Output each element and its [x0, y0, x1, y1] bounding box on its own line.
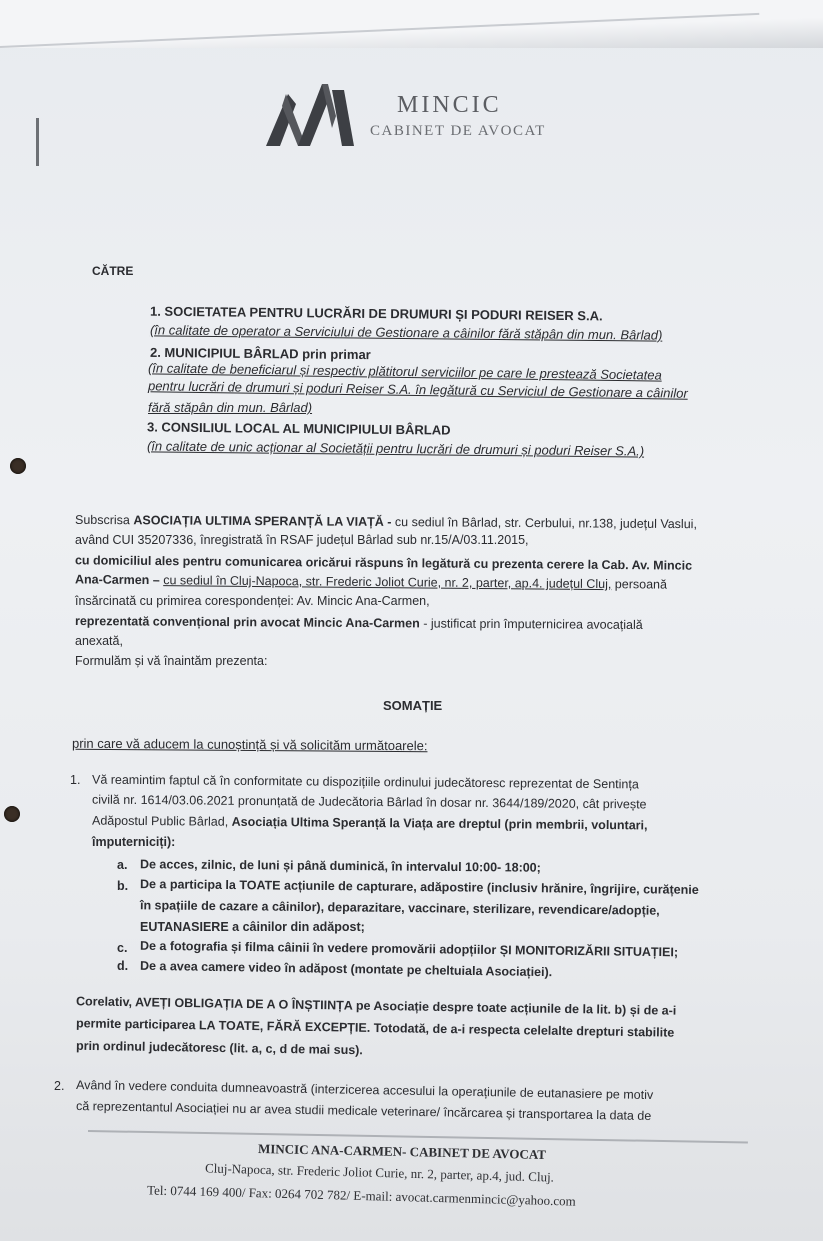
intro-association-name: ASOCIAȚIA ULTIMA SPERANȚĂ LA VIAȚĂ -	[133, 513, 392, 530]
intro-person: persoană	[611, 577, 668, 592]
intro-lawyer-address: cu sediul în Cluj-Napoca, str. Frederic Joliot Curie, nr. 2, parter, ap.4. județul Cluj,	[163, 573, 612, 592]
intro-line-2: având CUI 35207336, înregistrată în RSAF județul Bârlad sub nr.15/A/03.11.2015,	[75, 533, 529, 547]
addressee-2-note-line3: fără stăpân din mun. Bârlad)	[148, 400, 313, 415]
addressee-2-title: 2. MUNICIPIUL BÂRLAD prin primar	[149, 344, 371, 363]
addressee-3-note: (în calitate de unic acționar al Societății pentru lucrări de drumuri și poduri Reiser S.A.)	[146, 438, 645, 459]
point-2-line-1: Având în vedere conduita dumneavoastră (interzicerea accesului la operațiunile de eutanasiere pe motiv	[75, 1077, 654, 1103]
sub-b-line-1: De a participa la TOATE acțiunile de capturare, adăpostire (inclusiv hrănire, îngrijire, curățenie	[139, 877, 699, 897]
intro-line-5: însărcinată cu primirea corespondenței: Av. Mincic Ana-Carmen,	[75, 594, 430, 608]
addressee-1-title: 1. SOCIETATEA PENTRU LUCRĂRI DE DRUMURI ȘI PODURI REISER S.A.	[149, 303, 603, 324]
point-1-shelter: Adăpostul Public Bârlad,	[91, 813, 232, 829]
sub-c-line-1: De a fotografia și filma câinii în vedere promovării adopțiilor ȘI MONITORIZĂRII SITUAȚIEI;	[139, 938, 679, 960]
intro-subscrisa: Subscrisa	[74, 512, 134, 528]
logo-name: MINCIC	[397, 92, 502, 118]
footer-contact: Tel: 0744 169 400/ Fax: 0264 702 782/ E-mail: avocat.carmenmincic@yahoo.com	[146, 1182, 576, 1209]
intro-justified: - justificat prin împuternicirea avocațială	[419, 616, 643, 632]
sub-c-letter: c.	[117, 941, 128, 955]
intro-line-6	[75, 613, 643, 633]
letterhead-logo	[262, 76, 562, 156]
addressee-1-note: (în calitate de operator a Serviciului de Gestionare a câinilor fără stăpân din mun. Bârlad)	[149, 322, 663, 343]
mincic-logo-icon	[262, 76, 362, 154]
intro-line-3: cu domiciliul ales pentru comunicarea oricărui răspuns în legătură cu prezenta cerere la Cab. Av. Mincic	[74, 553, 693, 573]
point-1-line-3	[92, 813, 648, 834]
point-2-number: 2.	[54, 1079, 65, 1093]
sub-b-line-2: în spațiile de cazare a câinilor), deparazitare, vaccinare, sterilizare, revendicare/adopție,	[139, 898, 660, 918]
addressee-2-note-line1: (în calitate de beneficiarul și respectiv plătitorul serviciilor pe care le prestează Societatea	[147, 360, 662, 383]
sub-d-line-1: De a avea camere video în adăpost (montate pe cheltuiala Asociației).	[139, 958, 553, 980]
correlative-line-3: prin ordinul judecătoresc (lit. a, c, d de mai sus).	[75, 1038, 363, 1058]
intro-line-7: anexată,	[75, 634, 123, 648]
punch-hole-top	[10, 458, 26, 474]
point-1-number: 1.	[70, 773, 81, 787]
point-1-line-4: împuterniciți):	[92, 835, 176, 849]
addressee-3-title: 3. CONSILIUL LOCAL AL MUNICIPIULUI BÂRLAD	[146, 419, 451, 438]
footer-divider	[88, 1130, 748, 1144]
lead-sentence: prin care vă aducem la cunoștință și vă solicităm următoarele:	[71, 735, 428, 754]
footer-address: Cluj-Napoca, str. Frederic Joliot Curie, nr. 2, parter, ap.4, jud. Cluj.	[204, 1160, 555, 1185]
intro-represented: reprezentată convențional prin avocat Mincic Ana-Carmen	[74, 614, 420, 631]
intro-address: cu sediul în Bârlad, str. Cerbului, nr.138, județul Vaslui,	[391, 515, 697, 532]
sub-a-letter: a.	[117, 858, 128, 872]
point-2-line-2: că reprezentantul Asociației nu ar avea studii medicale veterinare/ încărcarea și transportarea la data de	[75, 1098, 652, 1124]
addressees-title: CĂTRE	[92, 264, 134, 278]
correlative-line-2: permite participarea LA TOATE, FĂRĂ EXCEPȚIE. Totodată, de a-i respecta celelalte drepturi stabilite	[75, 1016, 675, 1040]
intro-lawyer-name: Ana-Carmen –	[74, 572, 160, 588]
logo-subtitle: CABINET DE AVOCAT	[370, 123, 546, 139]
sub-b-letter: b.	[117, 879, 129, 893]
correlative-line-1: Corelativ, AVEȚI OBLIGAȚIA DE A O ÎNȘTIINȚA pe Asociație despre toate acțiunile de la lit. b) și de a-i	[75, 994, 677, 1018]
intro-line-8: Formulăm și vă înaintăm prezenta:	[75, 654, 268, 668]
punch-hole-bottom	[4, 806, 20, 822]
sub-d-letter: d.	[117, 959, 129, 973]
document-title: SOMAȚIE	[383, 698, 443, 713]
point-1-right: Asociația Ultima Speranță la Viața are dreptul (prin membrii, voluntari,	[231, 814, 648, 833]
addressee-2-note-line2: pentru lucrări de drumuri și poduri Reiser S.A. în legătură cu Serviciul de Gestionare a câinilor	[147, 378, 688, 401]
point-1-line-1: Vă reamintim faptul că în conformitate cu dispozițiile ordinului judecătoresc reprezentat de Sentința	[91, 772, 639, 792]
footer-firm-name: MINCIC ANA-CARMEN- CABINET DE AVOCAT	[257, 1140, 547, 1163]
intro-line-1	[75, 512, 697, 532]
margin-mark	[36, 118, 39, 166]
intro-line-4	[75, 571, 667, 592]
sub-a-line-1: De acces, zilnic, de luni și până duminică, în intervalul 10:00- 18:00;	[139, 857, 541, 875]
point-1-line-2: civilă nr. 1614/03.06.2021 pronunțată de Judecătoria Bârlad în dosar nr. 3644/189/2020, cât privește	[91, 792, 647, 812]
sub-b-line-3: EUTANASIERE a câinilor din adăpost;	[140, 920, 365, 934]
